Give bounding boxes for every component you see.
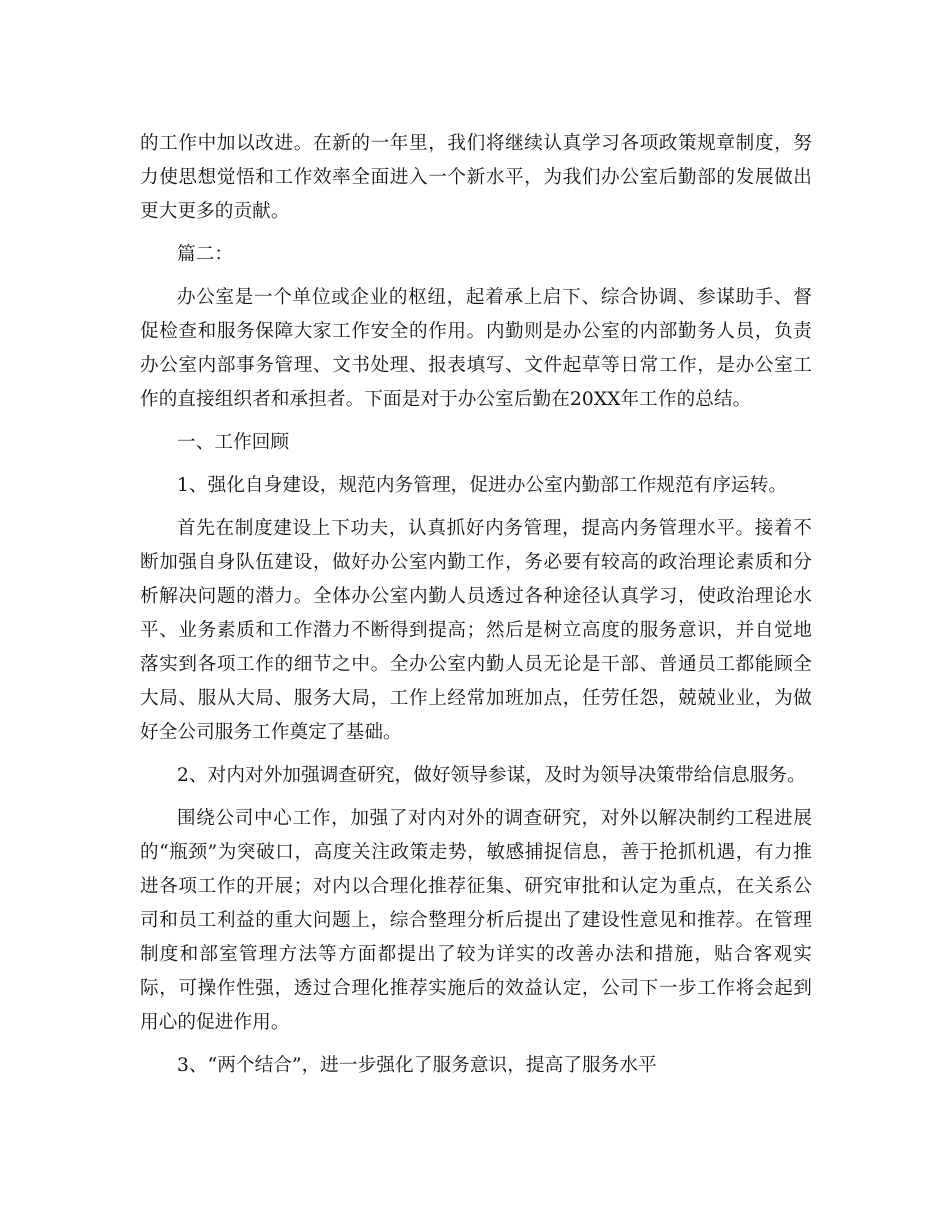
subheading-item-1: 1、强化自身建设，规范内务管理，促进办公室内勤部工作规范有序运转。 — [177, 475, 788, 496]
section-heading-work-review: 一、工作回顾 — [177, 432, 290, 453]
paragraph-item-1-body: 首先在制度建设上下功夫，认真抓好内务管理，提高内务管理水平。接着不断加强自身队伍建设，做好办公室内勤工作，务必要有较高的政治理论素质和分析解决问题的潜力。全体办公室内勤人员透过各种途径认真学习，使政治理论水平、业务素质和工作潜力不断得到提高；然后是树立高度的服务意识，并自觉地落实到各项工作的细节之中。全办公室内勤人员无论是干部、普通员工都能顾全大局、服从大局、服务大局，工作上经常加班加点，任劳任怨，兢兢业业，为做好全公司服务工作奠定了基础。 — [140, 518, 812, 743]
section-heading-part-two: 篇二： — [177, 244, 234, 265]
paragraph-intro: 办公室是一个单位或企业的枢纽，起着承上启下、综合协调、参谋助手、督促检查和服务保障大家工作安全的作用。内勤则是办公室的内部勤务人员，负责办公室内部事务管理、文书处理、报表填写、文件起草等日常工作，是办公室工作的直接组织者和承担者。下面是对于办公室后勤在20XX年工作的总结。 — [140, 287, 812, 410]
subheading-item-2: 2、对内对外加强调查研究，做好领导参谋，及时为领导决策带给信息服务。 — [177, 765, 806, 786]
paragraph-item-2-body: 围绕公司中心工作，加强了对内对外的调查研究，对外以解决制约工程进展的“瓶颈”为突破口，高度关注政策走势，敏感捕捉信息，善于抢抓机遇，有力推进各项工作的开展；对内以合理化推荐征集、研究审批和认定为重点，在关系公司和员工利益的重大问题上，综合整理分析后提出了建设性意见和推荐。在管理制度和部室管理方法等方面都提出了较为详实的改善办法和措施，贴合客观实际，可操作性强，透过合理化推荐实施后的效益认定，公司下一步工作将会起到用心的促进作用。 — [140, 808, 812, 1033]
subheading-item-3: 3、“两个结合”，进一步强化了服务意识，提高了服务水平 — [177, 1055, 657, 1076]
paragraph-continuation: 的工作中加以改进。在新的一年里，我们将继续认真学习各项政策规章制度，努力使思想觉悟和工作效率全面进入一个新水平，为我们办公室后勤部的发展做出更大更多的贡献。 — [140, 133, 812, 222]
document-body — [140, 127, 812, 1092]
